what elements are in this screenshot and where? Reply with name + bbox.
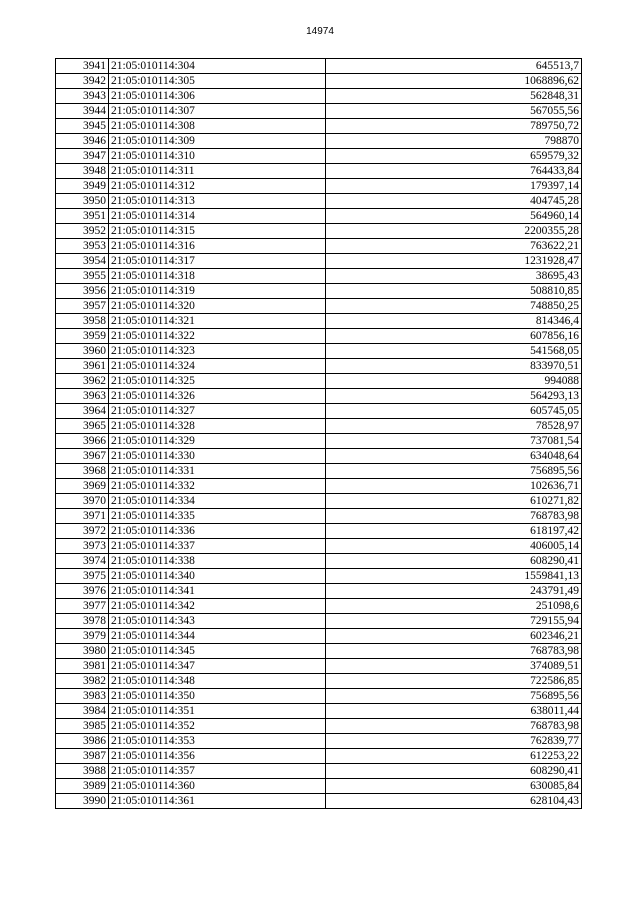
cadastral-number-cell: 21:05:010114:306 bbox=[109, 89, 326, 104]
table-row bbox=[56, 239, 582, 254]
cadastral-number-cell: 21:05:010114:322 bbox=[109, 329, 326, 344]
value-cell: 722586,85 bbox=[326, 674, 582, 689]
cadastral-number-cell: 21:05:010114:329 bbox=[109, 434, 326, 449]
cadastral-number-cell: 21:05:010114:350 bbox=[109, 689, 326, 704]
table-row bbox=[56, 569, 582, 584]
cadastral-number-cell: 21:05:010114:360 bbox=[109, 779, 326, 794]
value-cell: 729155,94 bbox=[326, 614, 582, 629]
table-row bbox=[56, 104, 582, 119]
cadastral-number-cell: 21:05:010114:341 bbox=[109, 584, 326, 599]
cadastral-number-cell: 21:05:010114:315 bbox=[109, 224, 326, 239]
table-row bbox=[56, 629, 582, 644]
row-number-cell: 3962 bbox=[56, 374, 109, 389]
value-cell: 628104,43 bbox=[326, 794, 582, 809]
table-row bbox=[56, 464, 582, 479]
row-number-cell: 3943 bbox=[56, 89, 109, 104]
cadastral-number-cell: 21:05:010114:335 bbox=[109, 509, 326, 524]
value-cell: 768783,98 bbox=[326, 719, 582, 734]
table-row bbox=[56, 404, 582, 419]
table-row bbox=[56, 344, 582, 359]
row-number-cell: 3953 bbox=[56, 239, 109, 254]
cadastral-number-cell: 21:05:010114:313 bbox=[109, 194, 326, 209]
value-cell: 814346,4 bbox=[326, 314, 582, 329]
cadastral-number-cell: 21:05:010114:320 bbox=[109, 299, 326, 314]
row-number-cell: 3984 bbox=[56, 704, 109, 719]
value-cell: 406005,14 bbox=[326, 539, 582, 554]
value-cell: 645513,7 bbox=[326, 59, 582, 74]
value-cell: 374089,51 bbox=[326, 659, 582, 674]
value-cell: 659579,32 bbox=[326, 149, 582, 164]
row-number-cell: 3968 bbox=[56, 464, 109, 479]
cadastral-number-cell: 21:05:010114:319 bbox=[109, 284, 326, 299]
table-row bbox=[56, 539, 582, 554]
row-number-cell: 3967 bbox=[56, 449, 109, 464]
value-cell: 768783,98 bbox=[326, 509, 582, 524]
cadastral-number-cell: 21:05:010114:332 bbox=[109, 479, 326, 494]
row-number-cell: 3949 bbox=[56, 179, 109, 194]
value-cell: 1559841,13 bbox=[326, 569, 582, 584]
row-number-cell: 3982 bbox=[56, 674, 109, 689]
table-row bbox=[56, 764, 582, 779]
value-cell: 1231928,47 bbox=[326, 254, 582, 269]
cadastral-number-cell: 21:05:010114:305 bbox=[109, 74, 326, 89]
cadastral-number-cell: 21:05:010114:325 bbox=[109, 374, 326, 389]
value-cell: 1068896,62 bbox=[326, 74, 582, 89]
row-number-cell: 3947 bbox=[56, 149, 109, 164]
row-number-cell: 3970 bbox=[56, 494, 109, 509]
row-number-cell: 3989 bbox=[56, 779, 109, 794]
table-row bbox=[56, 134, 582, 149]
row-number-cell: 3983 bbox=[56, 689, 109, 704]
value-cell: 764433,84 bbox=[326, 164, 582, 179]
table-row bbox=[56, 314, 582, 329]
value-cell: 763622,21 bbox=[326, 239, 582, 254]
value-cell: 602346,21 bbox=[326, 629, 582, 644]
value-cell: 608290,41 bbox=[326, 764, 582, 779]
table-row bbox=[56, 269, 582, 284]
cadastral-number-cell: 21:05:010114:330 bbox=[109, 449, 326, 464]
row-number-cell: 3957 bbox=[56, 299, 109, 314]
row-number-cell: 3980 bbox=[56, 644, 109, 659]
value-cell: 243791,49 bbox=[326, 584, 582, 599]
table-row bbox=[56, 614, 582, 629]
row-number-cell: 3961 bbox=[56, 359, 109, 374]
value-cell: 630085,84 bbox=[326, 779, 582, 794]
cadastral-number-cell: 21:05:010114:324 bbox=[109, 359, 326, 374]
cadastral-number-cell: 21:05:010114:318 bbox=[109, 269, 326, 284]
table-row bbox=[56, 59, 582, 74]
value-cell: 179397,14 bbox=[326, 179, 582, 194]
row-number-cell: 3952 bbox=[56, 224, 109, 239]
table-row bbox=[56, 734, 582, 749]
row-number-cell: 3972 bbox=[56, 524, 109, 539]
value-cell: 251098,6 bbox=[326, 599, 582, 614]
row-number-cell: 3987 bbox=[56, 749, 109, 764]
row-number-cell: 3988 bbox=[56, 764, 109, 779]
row-number-cell: 3976 bbox=[56, 584, 109, 599]
table-row bbox=[56, 689, 582, 704]
cadastral-number-cell: 21:05:010114:310 bbox=[109, 149, 326, 164]
cadastral-number-cell: 21:05:010114:361 bbox=[109, 794, 326, 809]
value-cell: 756895,56 bbox=[326, 464, 582, 479]
table-row bbox=[56, 389, 582, 404]
value-cell: 638011,44 bbox=[326, 704, 582, 719]
cadastral-number-cell: 21:05:010114:326 bbox=[109, 389, 326, 404]
cadastral-number-cell: 21:05:010114:345 bbox=[109, 644, 326, 659]
cadastral-number-cell: 21:05:010114:340 bbox=[109, 569, 326, 584]
row-number-cell: 3946 bbox=[56, 134, 109, 149]
row-number-cell: 3942 bbox=[56, 74, 109, 89]
cadastral-number-cell: 21:05:010114:351 bbox=[109, 704, 326, 719]
row-number-cell: 3986 bbox=[56, 734, 109, 749]
table-row bbox=[56, 179, 582, 194]
cadastral-value-table bbox=[55, 58, 582, 809]
row-number-cell: 3954 bbox=[56, 254, 109, 269]
value-cell: 737081,54 bbox=[326, 434, 582, 449]
row-number-cell: 3966 bbox=[56, 434, 109, 449]
table-row bbox=[56, 554, 582, 569]
table-row bbox=[56, 479, 582, 494]
value-cell: 798870 bbox=[326, 134, 582, 149]
row-number-cell: 3958 bbox=[56, 314, 109, 329]
cadastral-number-cell: 21:05:010114:347 bbox=[109, 659, 326, 674]
cadastral-number-cell: 21:05:010114:311 bbox=[109, 164, 326, 179]
row-number-cell: 3950 bbox=[56, 194, 109, 209]
table-row bbox=[56, 254, 582, 269]
table-row bbox=[56, 599, 582, 614]
table-row bbox=[56, 584, 582, 599]
row-number-cell: 3960 bbox=[56, 344, 109, 359]
row-number-cell: 3990 bbox=[56, 794, 109, 809]
cadastral-number-cell: 21:05:010114:316 bbox=[109, 239, 326, 254]
value-cell: 634048,64 bbox=[326, 449, 582, 464]
row-number-cell: 3955 bbox=[56, 269, 109, 284]
cadastral-number-cell: 21:05:010114:353 bbox=[109, 734, 326, 749]
table-row bbox=[56, 299, 582, 314]
table-row bbox=[56, 794, 582, 809]
row-number-cell: 3977 bbox=[56, 599, 109, 614]
cadastral-number-cell: 21:05:010114:356 bbox=[109, 749, 326, 764]
table-row bbox=[56, 89, 582, 104]
table-row bbox=[56, 674, 582, 689]
row-number-cell: 3975 bbox=[56, 569, 109, 584]
value-cell: 618197,42 bbox=[326, 524, 582, 539]
table-row bbox=[56, 434, 582, 449]
value-cell: 404745,28 bbox=[326, 194, 582, 209]
table-row bbox=[56, 719, 582, 734]
row-number-cell: 3964 bbox=[56, 404, 109, 419]
table-row bbox=[56, 524, 582, 539]
value-cell: 768783,98 bbox=[326, 644, 582, 659]
row-number-cell: 3965 bbox=[56, 419, 109, 434]
row-number-cell: 3941 bbox=[56, 59, 109, 74]
table-row bbox=[56, 509, 582, 524]
value-cell: 562848,31 bbox=[326, 89, 582, 104]
cadastral-number-cell: 21:05:010114:317 bbox=[109, 254, 326, 269]
table-row bbox=[56, 449, 582, 464]
table-row bbox=[56, 149, 582, 164]
row-number-cell: 3978 bbox=[56, 614, 109, 629]
value-cell: 541568,05 bbox=[326, 344, 582, 359]
value-cell: 607856,16 bbox=[326, 329, 582, 344]
value-cell: 610271,82 bbox=[326, 494, 582, 509]
cadastral-number-cell: 21:05:010114:334 bbox=[109, 494, 326, 509]
row-number-cell: 3956 bbox=[56, 284, 109, 299]
row-number-cell: 3973 bbox=[56, 539, 109, 554]
row-number-cell: 3981 bbox=[56, 659, 109, 674]
table-row bbox=[56, 704, 582, 719]
table-row bbox=[56, 209, 582, 224]
table-row bbox=[56, 224, 582, 239]
row-number-cell: 3979 bbox=[56, 629, 109, 644]
row-number-cell: 3944 bbox=[56, 104, 109, 119]
cadastral-number-cell: 21:05:010114:343 bbox=[109, 614, 326, 629]
row-number-cell: 3971 bbox=[56, 509, 109, 524]
table-row bbox=[56, 419, 582, 434]
row-number-cell: 3963 bbox=[56, 389, 109, 404]
table-row bbox=[56, 164, 582, 179]
row-number-cell: 3945 bbox=[56, 119, 109, 134]
value-cell: 567055,56 bbox=[326, 104, 582, 119]
table-row bbox=[56, 359, 582, 374]
value-cell: 789750,72 bbox=[326, 119, 582, 134]
value-cell: 38695,43 bbox=[326, 269, 582, 284]
cadastral-number-cell: 21:05:010114:321 bbox=[109, 314, 326, 329]
value-cell: 564960,14 bbox=[326, 209, 582, 224]
cadastral-number-cell: 21:05:010114:308 bbox=[109, 119, 326, 134]
table-row bbox=[56, 284, 582, 299]
value-cell: 564293,13 bbox=[326, 389, 582, 404]
cadastral-number-cell: 21:05:010114:304 bbox=[109, 59, 326, 74]
row-number-cell: 3951 bbox=[56, 209, 109, 224]
value-cell: 762839,77 bbox=[326, 734, 582, 749]
table-row bbox=[56, 119, 582, 134]
cadastral-number-cell: 21:05:010114:342 bbox=[109, 599, 326, 614]
table-row bbox=[56, 494, 582, 509]
cadastral-number-cell: 21:05:010114:312 bbox=[109, 179, 326, 194]
cadastral-number-cell: 21:05:010114:328 bbox=[109, 419, 326, 434]
table-row bbox=[56, 779, 582, 794]
value-cell: 608290,41 bbox=[326, 554, 582, 569]
value-cell: 605745,05 bbox=[326, 404, 582, 419]
cadastral-number-cell: 21:05:010114:348 bbox=[109, 674, 326, 689]
cadastral-number-cell: 21:05:010114:323 bbox=[109, 344, 326, 359]
value-cell: 612253,22 bbox=[326, 749, 582, 764]
value-cell: 78528,97 bbox=[326, 419, 582, 434]
table-row bbox=[56, 74, 582, 89]
value-cell: 2200355,28 bbox=[326, 224, 582, 239]
value-cell: 748850,25 bbox=[326, 299, 582, 314]
cadastral-number-cell: 21:05:010114:338 bbox=[109, 554, 326, 569]
cadastral-number-cell: 21:05:010114:352 bbox=[109, 719, 326, 734]
value-cell: 102636,71 bbox=[326, 479, 582, 494]
cadastral-number-cell: 21:05:010114:307 bbox=[109, 104, 326, 119]
table-row bbox=[56, 374, 582, 389]
table-row bbox=[56, 329, 582, 344]
cadastral-number-cell: 21:05:010114:314 bbox=[109, 209, 326, 224]
row-number-cell: 3985 bbox=[56, 719, 109, 734]
table-row bbox=[56, 644, 582, 659]
table-body bbox=[56, 59, 582, 809]
cadastral-number-cell: 21:05:010114:357 bbox=[109, 764, 326, 779]
cadastral-number-cell: 21:05:010114:331 bbox=[109, 464, 326, 479]
value-cell: 994088 bbox=[326, 374, 582, 389]
value-cell: 756895,56 bbox=[326, 689, 582, 704]
table-row bbox=[56, 749, 582, 764]
value-cell: 508810,85 bbox=[326, 284, 582, 299]
cadastral-number-cell: 21:05:010114:309 bbox=[109, 134, 326, 149]
row-number-cell: 3959 bbox=[56, 329, 109, 344]
cadastral-number-cell: 21:05:010114:336 bbox=[109, 524, 326, 539]
value-cell: 833970,51 bbox=[326, 359, 582, 374]
page-number: 14974 bbox=[306, 26, 334, 37]
cadastral-number-cell: 21:05:010114:337 bbox=[109, 539, 326, 554]
cadastral-number-cell: 21:05:010114:327 bbox=[109, 404, 326, 419]
table-row bbox=[56, 659, 582, 674]
row-number-cell: 3969 bbox=[56, 479, 109, 494]
table-row bbox=[56, 194, 582, 209]
row-number-cell: 3974 bbox=[56, 554, 109, 569]
row-number-cell: 3948 bbox=[56, 164, 109, 179]
cadastral-number-cell: 21:05:010114:344 bbox=[109, 629, 326, 644]
